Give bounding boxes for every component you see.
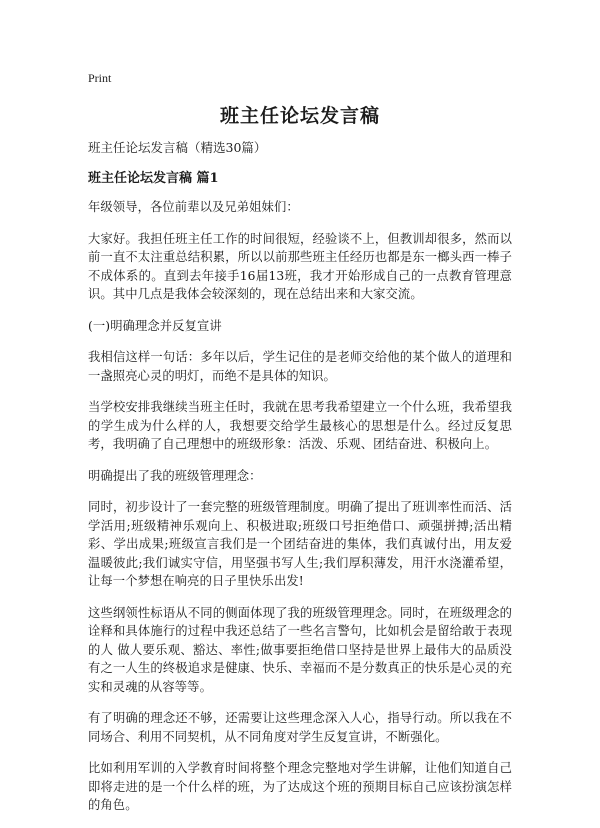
- document-page: [88, 70, 512, 828]
- paragraph-greeting: 年级领导，各位前辈以及兄弟姐妹们：: [88, 200, 299, 214]
- section-heading: 班主任论坛发言稿 篇1: [88, 171, 219, 186]
- paragraph-military-training: 比如利用军训的入学教育时间将整个理念完整地对学生讲解，让他们知道自己即将走进的是一个什么样的班，为了达成这个班的预期目标自己应该扮演怎样的角色。: [88, 761, 512, 812]
- paragraph-management-system: 同时，初步设计了一套完整的班级管理制度。明确了提出了班训率性而活、活学活用;班级精神乐观向上、积极进取;班级口号拒绝借口、顽强拼搏;活出精彩、学出成果;班级宣言我们是一个团结奋进的集体，我们真诚付出，用友爱温暖彼此;我们诚实守信，用坚强书写人生;我们厚积薄发，用汗水浇灌希望，让每一个梦想在响亮的日子里快乐出发!: [88, 500, 512, 588]
- paragraph-reinforcement: 有了明确的理念还不够，还需要让这些理念深入人心，指导行动。所以我在不同场合、利用不同契机，从不同角度对学生反复宣讲，不断强化。: [88, 711, 512, 744]
- paragraph-slogans: 这些纲领性标语从不同的侧面体现了我的班级管理理念。同时，在班级理念的诠释和具体施行的过程中我还总结了一些名言警句，比如机会是留给敢于表现的人 做人要乐观、豁达、率性;做事要拒绝借口坚持是世界上最伟大的品质没有之一人生的终极追求是健康、快乐、幸福而不是分数真正的快乐是心灵的充实和灵魂的从容等等。: [88, 605, 512, 694]
- document-subtitle: 班主任论坛发言稿（精选30篇）: [88, 140, 267, 155]
- paragraph-management-philosophy: 明确提出了我的班级管理理念：: [88, 468, 262, 483]
- paragraph-subheading: (一)明确理念并反复宣讲: [88, 318, 222, 333]
- page-title: 班主任论坛发言稿: [219, 105, 380, 127]
- paragraph-class-vision: 当学校安排我继续当班主任时，我就在思考我希望建立一个什么班，我希望我的学生成为什么样的人，我想要交给学生最核心的思想是什么。经过反复思考，我明确了自己理想中的班级形象：活泼、乐观、团结奋进、积极向上。: [88, 400, 512, 451]
- paragraph-belief: 我相信这样一句话：多年以后，学生记住的是老师交给他的某个做人的道理和一盏照亮心灵的明灯，而绝不是具体的知识。: [88, 350, 512, 383]
- print-link[interactable]: Print: [88, 71, 112, 85]
- paragraph-intro: 大家好。我担任班主任工作的时间很短，经验谈不上，但教训却很多，然而以前一直不太注重总结积累，所以以前那些班主任经历也都是东一榔头西一棒子不成体系的。直到去年接手16届13班，我才开始形成自己的一点教育管理意识。其中几点是我体会较深刻的，现在总结出来和大家交流。: [88, 231, 512, 301]
